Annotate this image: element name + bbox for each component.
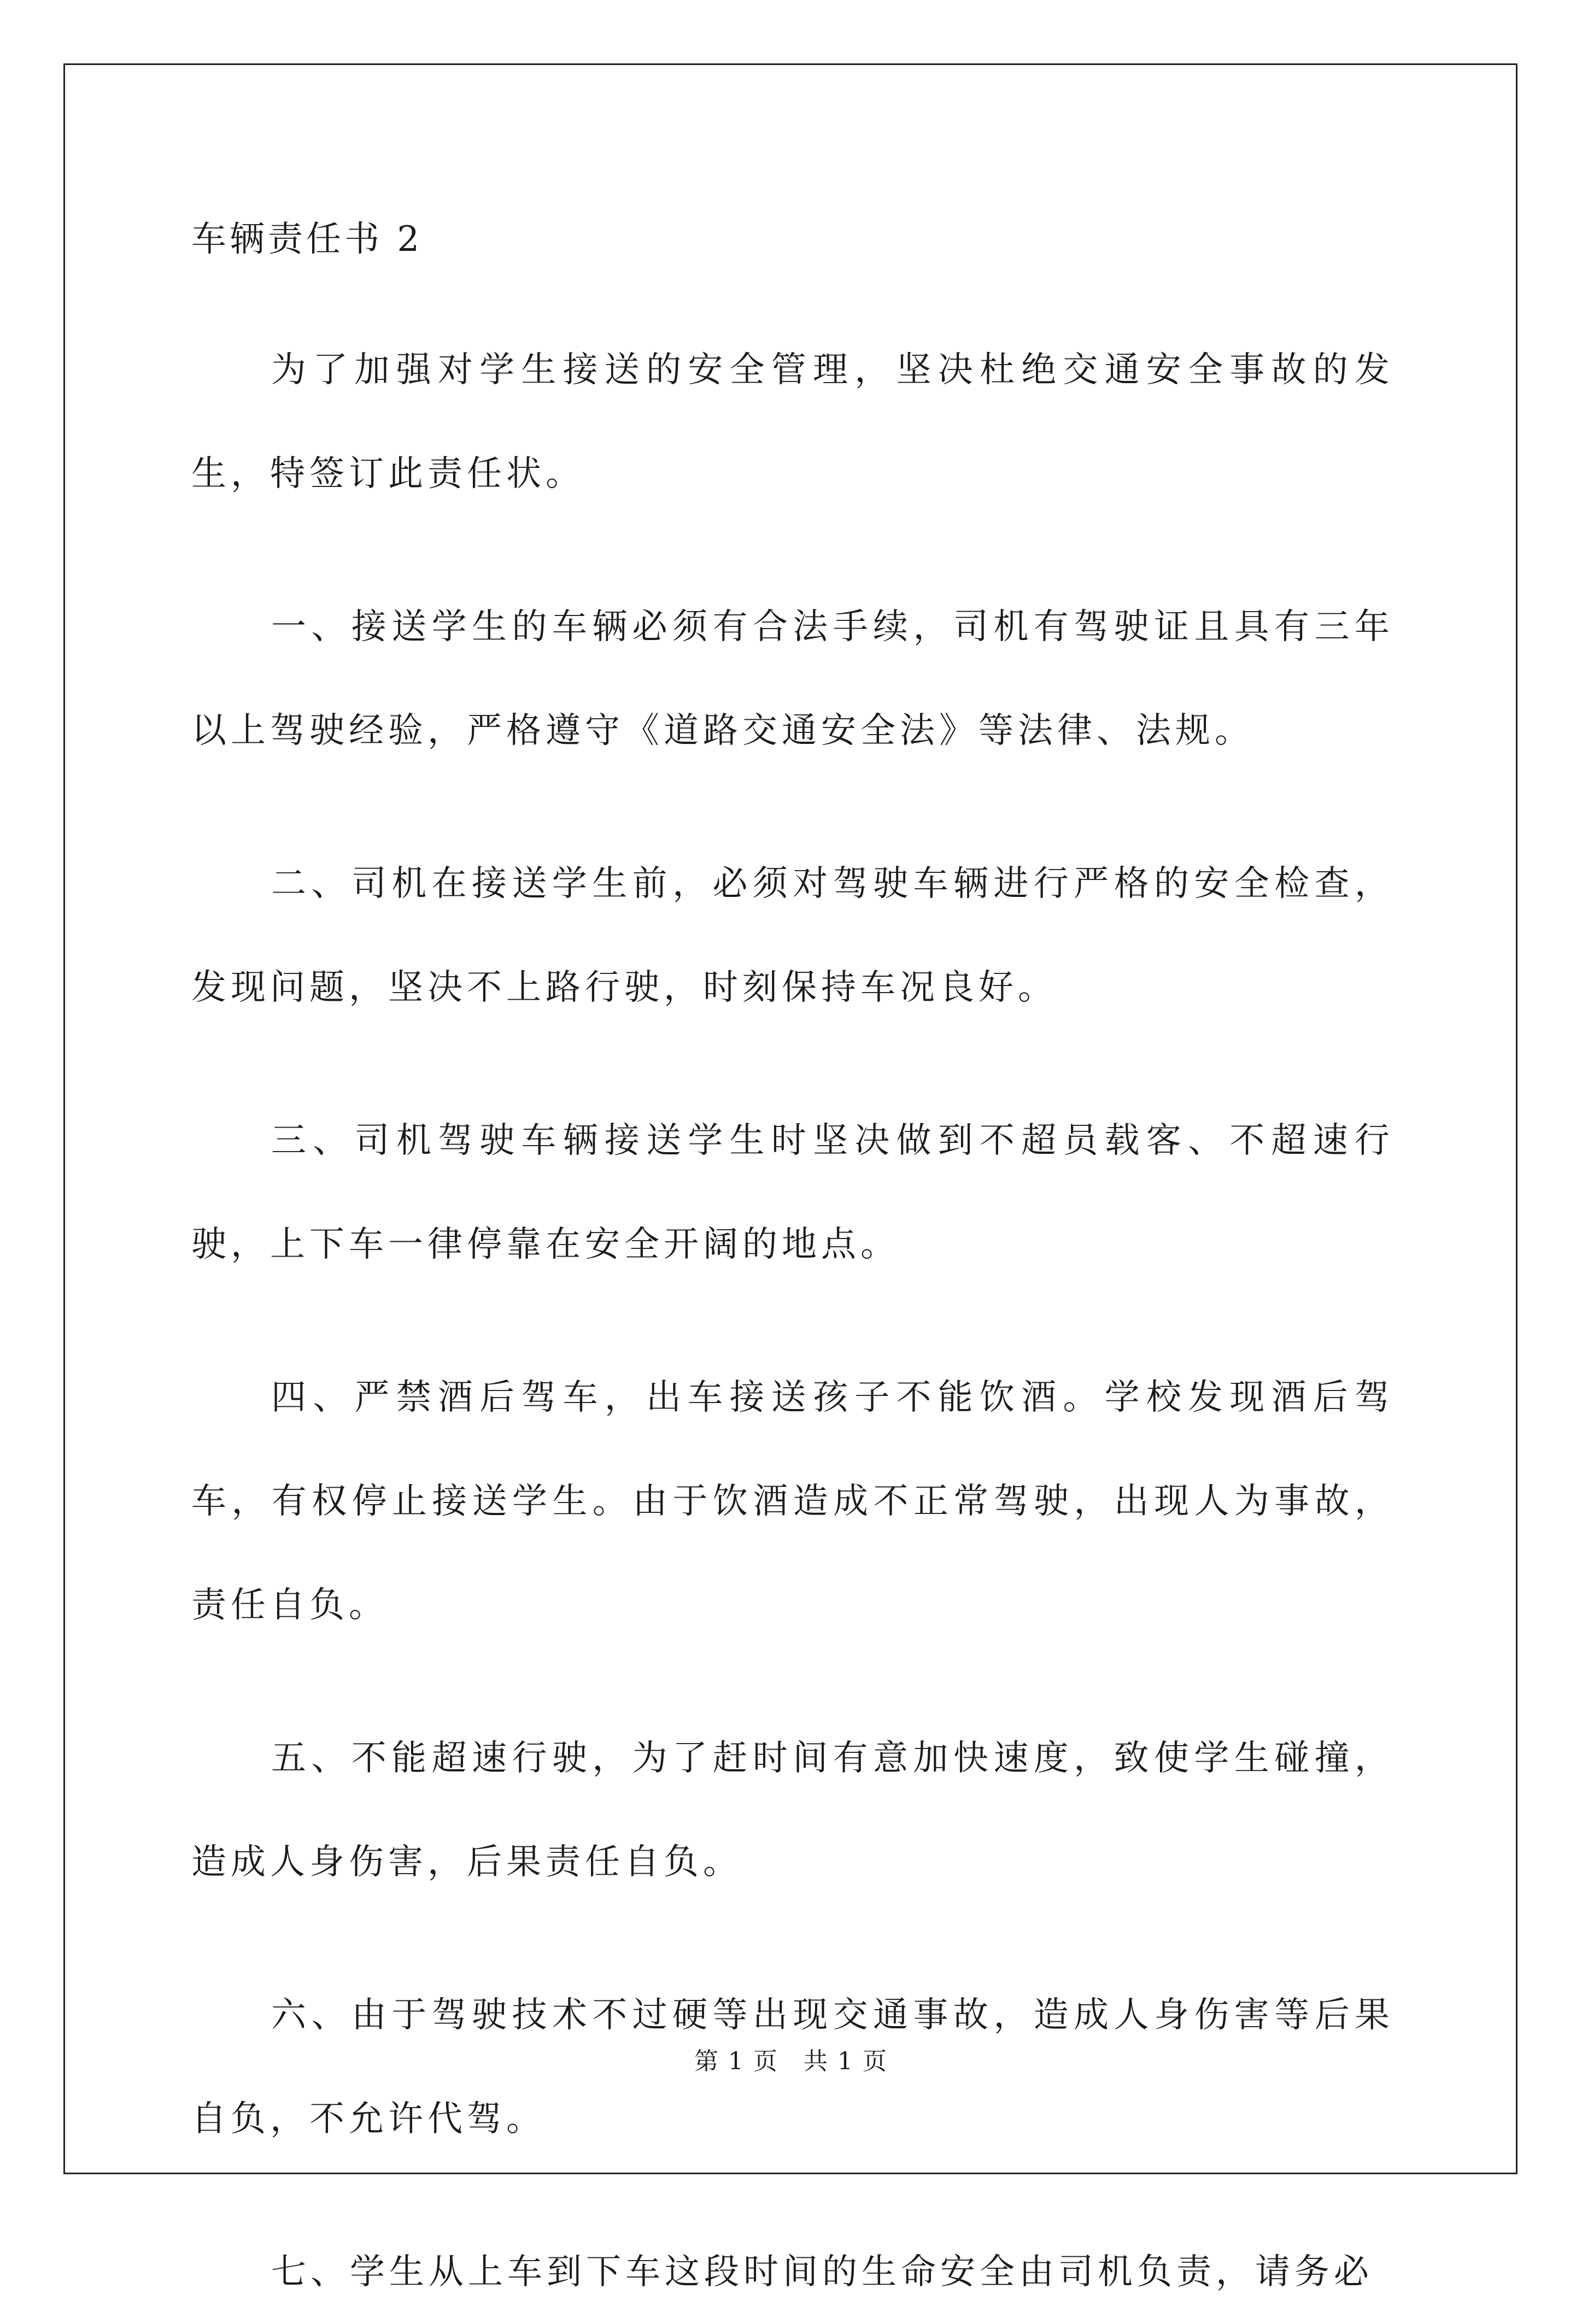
paragraph-item-4: 四、严禁酒后驾车，出车接送孩子不能饮酒。学校发现酒后驾车，有权停止接送学生。由于饮酒造成不正常驾驶，出现人为事故，责任自负。 bbox=[191, 1377, 1394, 1625]
paragraph-item-2: 二、司机在接送学生前，必须对驾驶车辆进行严格的安全检查，发现问题，坚决不上路行驶，时刻保持车况良好。 bbox=[191, 864, 1394, 1008]
page-number: 第 1 页 共 1 页 bbox=[694, 2047, 888, 2075]
paragraph-item-6: 六、由于驾驶技术不过硬等出现交通事故，造成人身伤害等后果自负，不允许代驾。 bbox=[191, 1995, 1394, 2139]
paragraph-item-5: 五、不能超速行驶，为了赶时间有意加快速度，致使学生碰撞，造成人身伤害，后果责任自负。 bbox=[191, 1738, 1394, 1882]
document-body bbox=[191, 213, 1394, 2324]
paragraph-item-3: 三、司机驾驶车辆接送学生时坚决做到不超员载客、不超速行驶，上下车一律停靠在安全开阔的地点。 bbox=[191, 1120, 1394, 1265]
paragraph-item-7: 七、学生从上车到下车这段时间的生命安全由司机负责，请务必 bbox=[271, 2252, 1373, 2292]
paragraph-intro: 为了加强对学生接送的安全管理，坚决杜绝交通安全事故的发生，特签订此责任状。 bbox=[191, 350, 1394, 494]
paragraph-item-1: 一、接送学生的车辆必须有合法手续，司机有驾驶证且具有三年以上驾驶经验，严格遵守《道路交通安全法》等法律、法规。 bbox=[191, 607, 1394, 751]
document-title: 车辆责任书 2 bbox=[191, 219, 423, 260]
